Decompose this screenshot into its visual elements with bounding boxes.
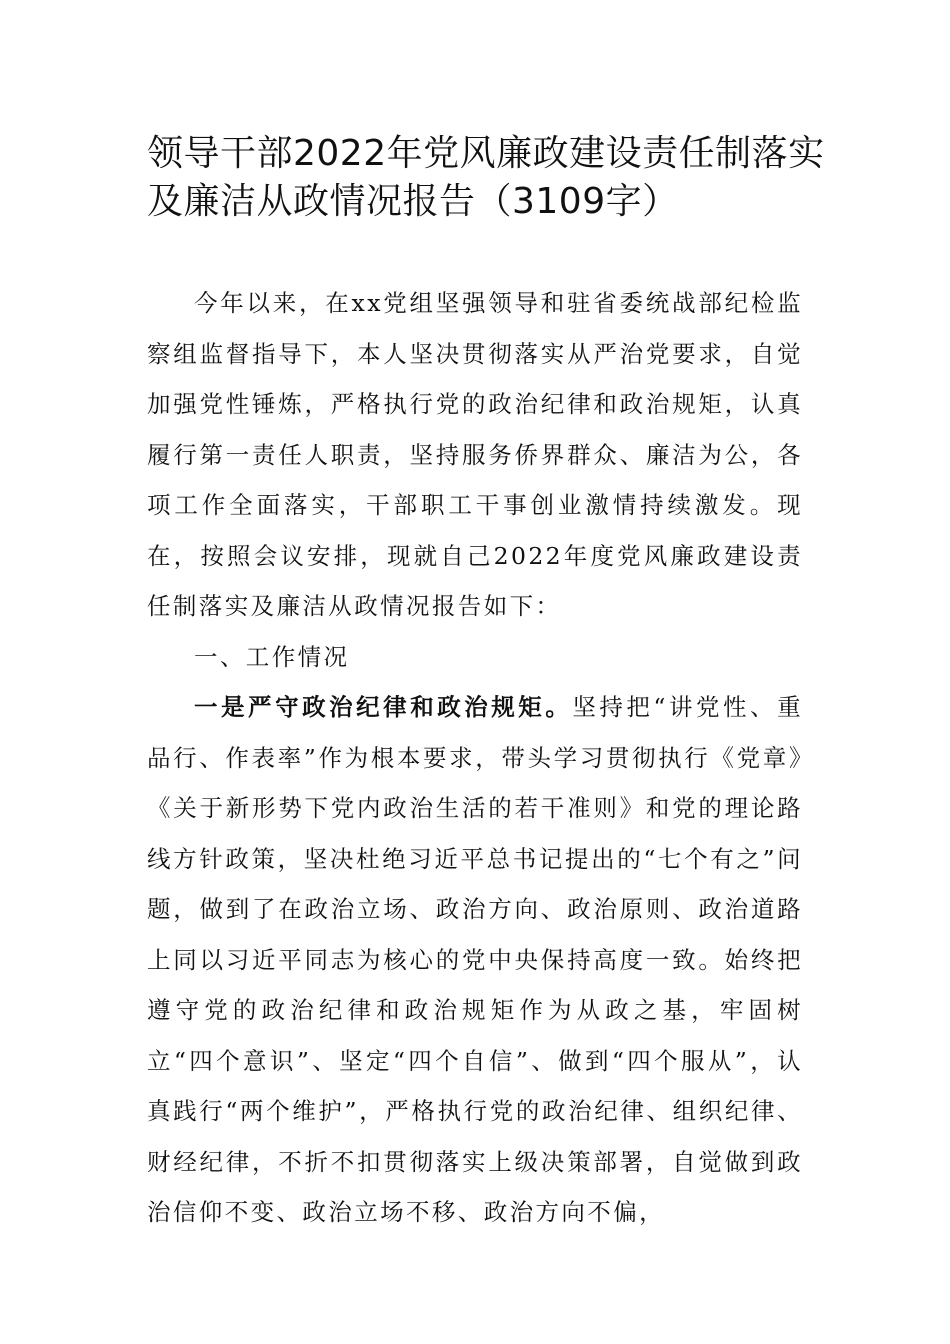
- point-1-text: 坚持把“讲党性、重品行、作表率”作为根本要求，带头学习贯彻执行《党章》《关于新形势下党内政治生活的若干准则》和党的理论路线方针政策，坚决杜绝习近平总书记提出的“七个有之”问题，做到了在政治立场、政治方向、政治原则、政治道路上同以习近平同志为核心的党中央保持高度一致。始终把遵守党的政治纪律和政治规矩作为从政之基，牢固树立“四个意识”、坚定“四个自信”、做到“四个服从”，认真践行“两个维护”，严格执行党的政治纪律、组织纪律、财经纪律，不折不扣贯彻落实上级决策部署，自觉做到政治信仰不变、政治立场不移、政治方向不偏，: [147, 693, 803, 1226]
- point-1-lead: 一是严守政治纪律和政治规矩。: [194, 693, 573, 721]
- point-1-paragraph: [147, 682, 803, 1238]
- document-body: [147, 278, 803, 1238]
- document-title: 领导干部2022年党风廉政建设责任制落实及廉洁从政情况报告（3109字）: [147, 133, 825, 222]
- section-heading-work-situation: 一、工作情况: [194, 642, 350, 671]
- intro-paragraph: 今年以来，在xx党组坚强领导和驻省委统战部纪检监察组监督指导下，本人坚决贯彻落实从严治党要求，自觉加强党性锤炼，严格执行党的政治纪律和政治规矩，认真履行第一责任人职责，坚持服务侨界群众、廉洁为公，各项工作全面落实，干部职工干事创业激情持续激发。现在，按照会议安排，现就自己2022年度党风廉政建设责任制落实及廉洁从政情况报告如下：: [147, 289, 803, 620]
